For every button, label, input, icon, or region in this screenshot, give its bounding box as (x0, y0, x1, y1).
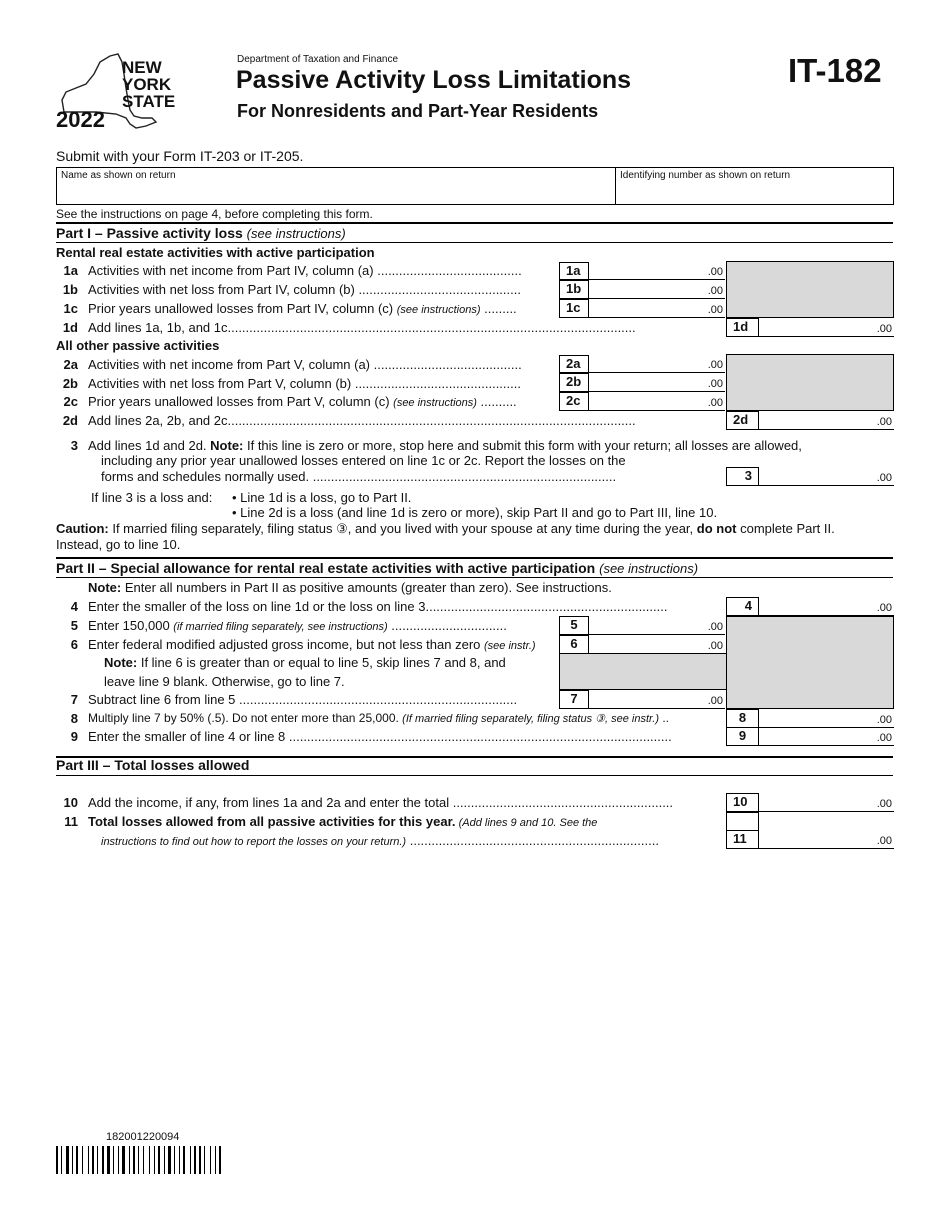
line-number: 1d (62, 320, 78, 335)
line-label-box: 2c (559, 392, 589, 411)
line-label-box: 11 (726, 830, 759, 849)
barcode-bar (190, 1146, 191, 1174)
cents-label: .00 (707, 359, 723, 371)
amount-field-4[interactable] (759, 598, 894, 616)
line11-text-bold: Total losses allowed from all passive activities for this year. (88, 814, 456, 829)
cents-label: .00 (707, 378, 723, 390)
caution-do-not: do not (696, 521, 737, 536)
line-label-box: 3 (726, 467, 759, 486)
barcode-bar (210, 1146, 211, 1174)
amount-field-7[interactable] (589, 691, 725, 709)
cents-label: .00 (707, 285, 723, 297)
line-text: Enter the smaller of the loss on line 1d or the loss on line 3................................................................... (88, 599, 668, 614)
line-text: Add lines 1a, 1b, and 1c................................................................................................................. (88, 320, 636, 335)
line-number: 2a (63, 357, 78, 372)
amount-field-6[interactable] (589, 636, 725, 654)
barcode-bar (199, 1146, 201, 1174)
shaded-area-4 (559, 653, 727, 690)
if-loss-lead: If line 3 is a loss and: (91, 490, 213, 505)
caution-text-1 (56, 521, 896, 537)
state-name-line1: NEW (122, 58, 162, 77)
part1-title (56, 225, 346, 241)
line-number: 9 (70, 729, 78, 744)
amount-field-1a[interactable] (589, 262, 725, 280)
line-number: 6 (70, 637, 78, 652)
amount-field-5[interactable] (589, 617, 725, 635)
id-field[interactable] (619, 184, 893, 204)
line11-text-1 (88, 814, 722, 829)
line-text (88, 711, 722, 725)
line-number: 5 (70, 618, 78, 633)
line-number: 4 (70, 599, 78, 614)
line-number: 1a (63, 263, 78, 278)
barcode (56, 1146, 240, 1174)
barcode-bar (76, 1146, 78, 1174)
barcode-bar (138, 1146, 139, 1174)
line-label-box: 7 (559, 690, 589, 709)
barcode-bar (61, 1146, 62, 1174)
part2-title-text: Part II – Special allowance for rental real estate activities with active participation (56, 560, 596, 576)
tax-year: 2022 (56, 107, 105, 132)
department-name: Department of Taxation and Finance (237, 54, 399, 65)
line-text-main: Enter 150,000 (88, 618, 174, 633)
line-number: 2d (62, 413, 78, 428)
barcode-number: 182001220094 (106, 1131, 180, 1143)
cents-label: .00 (876, 714, 892, 726)
line-text-dots: .......... (480, 394, 517, 409)
barcode-bar (82, 1146, 83, 1174)
line-label-box: 2a (559, 355, 589, 373)
part2-note (88, 580, 612, 595)
line-text: Enter the smaller of line 4 or line 8 .......................................................................................................... (88, 729, 672, 744)
cents-label: .00 (707, 397, 723, 409)
barcode-bar (183, 1146, 185, 1174)
barcode-bar (164, 1146, 165, 1174)
line-text: Activities with net loss from Part V, column (b) .............................................. (88, 376, 521, 391)
barcode-bar (102, 1146, 104, 1174)
barcode-bar (215, 1146, 216, 1174)
cents-label: .00 (876, 798, 892, 810)
amount-field-1d[interactable] (759, 319, 894, 337)
line-text-note: (If married filing separately, filing status ③, see instr.) (402, 713, 660, 725)
line-text-dots: ......... (484, 301, 517, 316)
line11-label-extension (726, 812, 759, 831)
name-id-divider (615, 167, 616, 205)
barcode-bar (92, 1146, 94, 1174)
shaded-area-3 (726, 616, 894, 709)
line3-text-2: including any prior year unallowed losses entered on line 1c or 2c. Report the losses on the (101, 453, 626, 468)
barcode-bar (143, 1146, 144, 1174)
shaded-area-2 (726, 354, 894, 411)
line3-text-a: Add lines 1d and 2d. (88, 438, 211, 453)
amount-field-2a[interactable] (589, 355, 725, 373)
barcode-bar (129, 1146, 130, 1174)
line-text (88, 394, 554, 409)
amount-field-2b[interactable] (589, 374, 725, 392)
line-text-note: (if married filing separately, see instructions) (173, 621, 388, 633)
line-text-note: (see instr.) (484, 640, 536, 652)
state-name-line2: YORK (122, 75, 172, 94)
submit-instruction: Submit with your Form IT-203 or IT-205. (56, 148, 304, 164)
barcode-bar (204, 1146, 205, 1174)
line-label-box: 10 (726, 793, 759, 812)
part2-title-note: (see instructions) (599, 561, 699, 576)
form-subtitle: For Nonresidents and Part-Year Residents (237, 101, 599, 121)
line11-text-2 (101, 833, 721, 848)
line11-note-b: instructions to find out how to report the losses on your return.) (101, 836, 407, 848)
barcode-bar (122, 1146, 125, 1174)
barcode-bar (113, 1146, 114, 1174)
part1-title-text: Part I – Passive activity loss (56, 225, 243, 241)
id-field-label: Identifying number as shown on return (620, 170, 791, 181)
line6-note-text-a: If line 6 is greater than or equal to line 5, skip lines 7 and 8, and (137, 655, 506, 670)
cents-label: .00 (707, 695, 723, 707)
line-number: 1c (63, 301, 78, 316)
barcode-bar (168, 1146, 171, 1174)
if-loss-bullet1: • Line 1d is a loss, go to Part II. (232, 490, 412, 505)
cents-label: .00 (876, 323, 892, 335)
line-label-box: 1b (559, 280, 589, 299)
line-text (88, 618, 560, 633)
amount-field-10[interactable] (759, 794, 894, 812)
line-text: Activities with net income from Part IV, column (a) ........................................ (88, 263, 522, 278)
line-text: Subtract line 6 from line 5 ............................................................................. (88, 692, 518, 707)
line-label-box: 9 (726, 727, 759, 746)
part1-bottom-rule (56, 242, 893, 243)
form-number: IT-182 (788, 52, 882, 89)
barcode-bar (154, 1146, 155, 1174)
line3-text-3: forms and schedules normally used. .................................................................................... (101, 469, 617, 484)
line3-text-1 (88, 438, 888, 453)
barcode-bar (133, 1146, 135, 1174)
line-text: Activities with net loss from Part IV, column (b) ............................................. (88, 282, 521, 297)
line-text-dots: .. (659, 711, 670, 725)
line-label-box: 1c (559, 299, 589, 318)
barcode-bar (107, 1146, 110, 1174)
line-number: 11 (64, 814, 78, 829)
line-text (88, 301, 554, 316)
name-field[interactable] (60, 184, 614, 204)
line6-note-2: leave line 9 blank. Otherwise, go to line 7. (104, 674, 345, 689)
line6-note-1 (104, 655, 506, 670)
line-label-box: 8 (726, 709, 759, 728)
barcode-bar (149, 1146, 150, 1174)
line-text-main: Enter federal modified adjusted gross income, but not less than zero (88, 637, 484, 652)
state-name-line3: STATE (122, 92, 176, 111)
line-number: 3 (70, 438, 78, 453)
line-label-box: 4 (726, 597, 759, 616)
line-text-main: Multiply line 7 by 50% (.5). Do not enter more than 25,000. (88, 711, 403, 725)
line-text: Add the income, if any, from lines 1a and 2a and enter the total ............................................................. (88, 795, 674, 810)
part3-title: Part III – Total losses allowed (56, 757, 250, 773)
line-number: 8 (70, 711, 78, 726)
barcode-bar (118, 1146, 119, 1174)
barcode-bar (56, 1146, 58, 1174)
line-text-main: Prior years unallowed losses from Part IV, column (c) (88, 301, 394, 316)
caution-label: Caution: (56, 521, 109, 536)
part1-title-note: (see instructions) (246, 226, 346, 241)
line6-note-label: Note: (104, 655, 138, 670)
line-text: Activities with net income from Part V, column (a) ......................................... (88, 357, 522, 372)
barcode-bar (72, 1146, 73, 1174)
barcode-bar (219, 1146, 221, 1174)
line-label-box: 2b (559, 373, 589, 392)
amount-field-9[interactable] (759, 728, 894, 746)
caution-text-b: complete Part II. (736, 521, 835, 536)
amount-field-3[interactable] (759, 468, 894, 486)
line-label-box: 2d (726, 411, 759, 430)
line-label-box: 6 (559, 635, 589, 654)
caution-text-2: Instead, go to line 10. (56, 537, 181, 552)
part2-top-rule (56, 557, 893, 559)
part1-top-rule (56, 222, 893, 224)
line-text-main: Prior years unallowed losses from Part V, column (c) (88, 394, 390, 409)
cents-label: .00 (876, 732, 892, 744)
part3-bottom-rule (56, 775, 893, 776)
line-text (88, 637, 558, 652)
amount-field-2d[interactable] (759, 412, 894, 430)
line-label-box: 1a (559, 262, 589, 280)
amount-field-1c[interactable] (589, 300, 725, 318)
line-text-note: (see instructions) (393, 397, 477, 409)
amount-field-2c[interactable] (589, 393, 725, 411)
cents-label: .00 (876, 472, 892, 484)
line-label-box: 1d (726, 318, 759, 337)
cents-label: .00 (876, 835, 892, 847)
barcode-bar (88, 1146, 89, 1174)
part2-title (56, 560, 698, 576)
amount-field-11[interactable] (759, 831, 894, 849)
form-title: Passive Activity Loss Limitations (236, 66, 632, 94)
amount-field-8[interactable] (759, 710, 894, 728)
part2-bottom-rule (56, 577, 893, 578)
cents-label: .00 (707, 266, 723, 278)
if-loss-bullet2: • Line 2d is a loss (and line 1d is zero or more), skip Part II and go to Part III, line 10. (232, 505, 718, 520)
nys-logo (56, 52, 186, 134)
line3-note-label: Note: (210, 438, 244, 453)
line11-dots: ..................................................................... (406, 833, 659, 848)
cents-label: .00 (707, 621, 723, 633)
part2-note-label: Note: (88, 580, 122, 595)
line-label-box: 5 (559, 616, 589, 635)
line-text: Add lines 2a, 2b, and 2c................................................................................................................. (88, 413, 636, 428)
line-number: 2b (62, 376, 78, 391)
shaded-area-1 (726, 261, 894, 318)
line-text-note: (see instructions) (396, 304, 481, 316)
line-number: 10 (63, 795, 78, 810)
barcode-bar (97, 1146, 98, 1174)
barcode-bar (194, 1146, 196, 1174)
barcode-bar (174, 1146, 175, 1174)
part2-note-text: Enter all numbers in Part II as positive amounts (greater than zero). See instructions. (121, 580, 612, 595)
cents-label: .00 (876, 416, 892, 428)
amount-field-1b[interactable] (589, 281, 725, 299)
cents-label: .00 (876, 602, 892, 614)
cents-label: .00 (707, 304, 723, 316)
line3-text-b: If this line is zero or more, stop here and submit this form with your return; all losses are allowed, (243, 438, 802, 453)
barcode-bar (66, 1146, 69, 1174)
barcode-bar (179, 1146, 180, 1174)
caution-text-a: If married filing separately, filing status ③, and you lived with your spouse at any time during the year, (108, 521, 697, 536)
line11-note-a: (Add lines 9 and 10. See the (455, 817, 598, 829)
rental-heading: Rental real estate activities with active participation (56, 245, 375, 260)
instructions-note: See the instructions on page 4, before completing this form. (56, 207, 373, 221)
name-field-label: Name as shown on return (61, 170, 176, 181)
barcode-bar (158, 1146, 160, 1174)
other-heading: All other passive activities (56, 338, 220, 353)
line-number: 7 (70, 692, 78, 707)
cents-label: .00 (707, 640, 723, 652)
line-number: 2c (63, 394, 78, 409)
line-number: 1b (62, 282, 78, 297)
line-text-dots: ................................ (387, 618, 507, 633)
